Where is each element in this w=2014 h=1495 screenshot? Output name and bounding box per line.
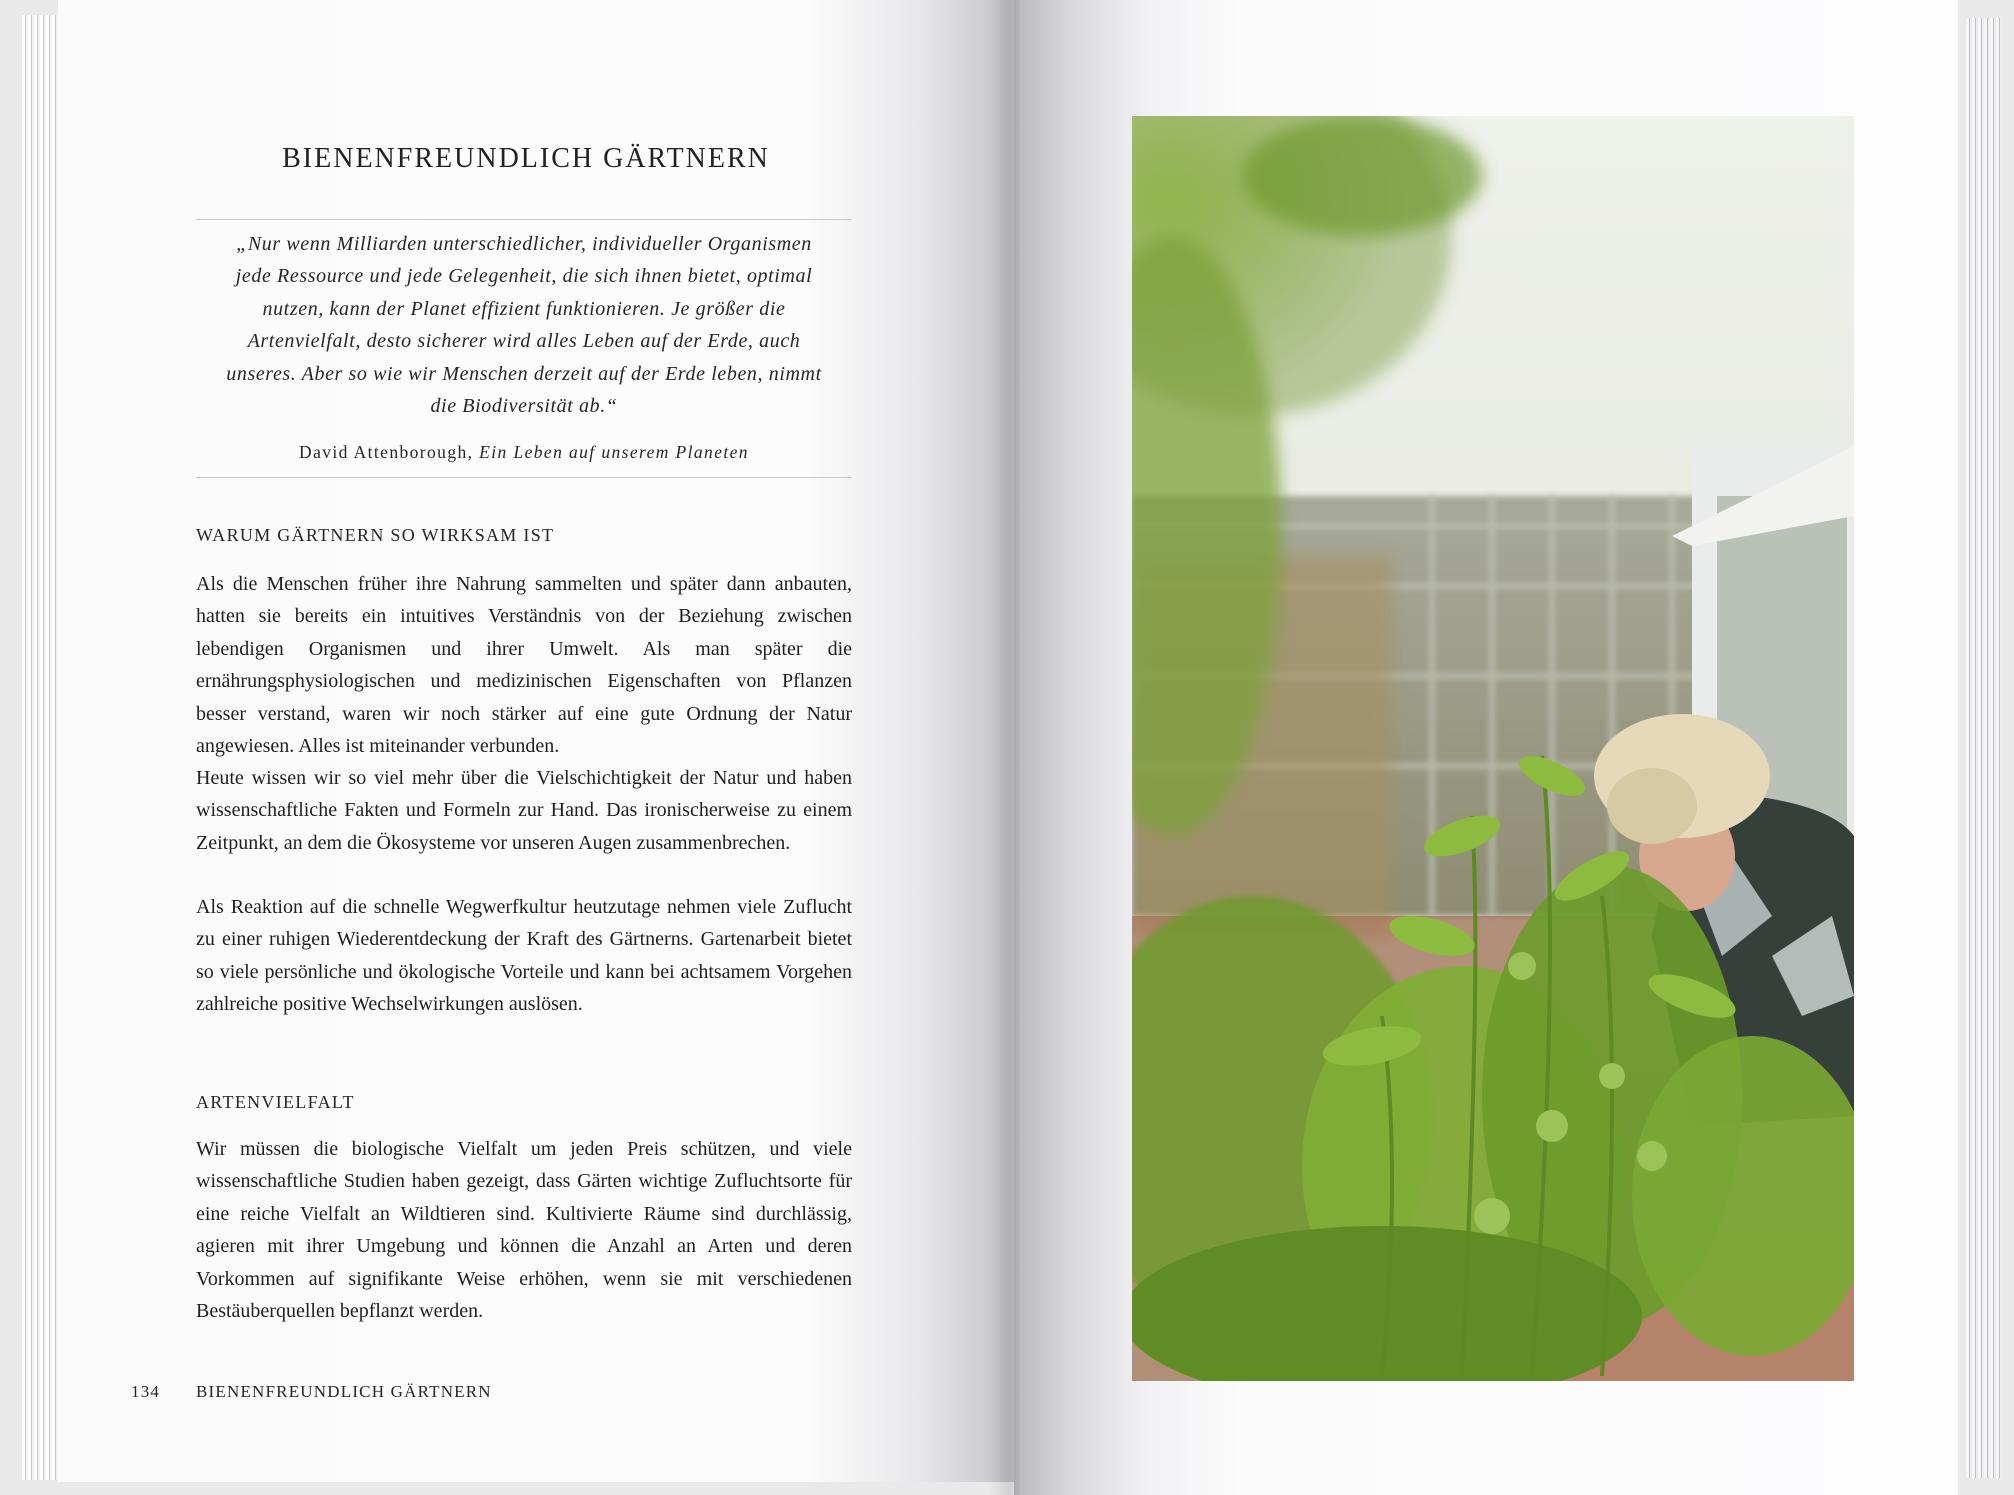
section-heading-why-gardening: WARUM GÄRTNERN SO WIRKSAM IST xyxy=(196,525,555,545)
quote-attribution xyxy=(196,442,852,463)
garden-photo xyxy=(1132,116,1854,1381)
page-number: 134 xyxy=(131,1382,161,1401)
epigraph-quote xyxy=(196,228,852,422)
attribution-book-title: Ein Leben auf unserem Planeten xyxy=(479,442,749,462)
left-page-edges xyxy=(22,15,62,1480)
quote-line: Artenvielfalt, desto sicherer wird alles Leben auf der Erde, auch xyxy=(247,330,801,353)
quote-top-rule xyxy=(196,219,852,220)
right-page-edges xyxy=(1966,18,2002,1478)
quote-bottom-rule xyxy=(196,477,852,478)
running-footer: BIENENFREUNDLICH GÄRTNERN xyxy=(196,1382,492,1401)
attribution-author: David Attenborough, xyxy=(299,442,474,462)
book-gutter xyxy=(990,0,1020,1495)
body-paragraph: Heute wissen wir so viel mehr über die Vielschichtigkeit der Natur und haben wissenschaftliche Fakten und Formeln zur Hand. Das ironischerweise zu einem Zeitpunkt, an dem die Ökosysteme vor unseren Augen zusammenbrechen. xyxy=(196,767,852,854)
garden-photo-icon xyxy=(1132,116,1854,1381)
chapter-title: BIENENFREUNDLICH GÄRTNERN xyxy=(282,143,770,174)
body-paragraph: Wir müssen die biologische Vielfalt um jeden Preis schützen, und viele wissenschaftliche Studien haben gezeigt, dass Gärten wichtige Zufluchtsorte für eine reiche Vielfalt an Wildtieren sind. Kultivierte Räume sind durchlässig, agieren mit ihrer Umgebung und können die Anzahl an Arten und deren Vorkommen auf signifikante Weise erhöhen, wenn sie mit verschiedenen Bestäuberquellen bepflanzt werden. xyxy=(196,1138,852,1323)
quote-line: nutzen, kann der Planet effizient funktionieren. Je größer die xyxy=(262,297,786,320)
quote-line: unseres. Aber so wie wir Menschen derzeit auf der Erde leben, nimmt xyxy=(226,362,822,385)
quote-line: die Biodiversität ab.“ xyxy=(430,395,618,418)
body-paragraph: Als die Menschen früher ihre Nahrung sammelten und später dann anbauten, hatten sie bereits ein intuitives Verständnis von der Beziehung zwischen lebendigen Organismen und ihrer Umwelt. Als man später die ernährungsphysiologischen und medizinischen Eigenschaften von Pflanzen besser verstand, waren wir noch stärker auf eine gute Ordnung der Natur angewiesen. Alles ist miteinander verbunden. xyxy=(196,573,852,758)
section-heading-biodiversity: ARTENVIELFALT xyxy=(196,1092,355,1112)
body-paragraph: Als Reaktion auf die schnelle Wegwerfkultur heutzutage nehmen viele Zuflucht zu einer ruhigen Wiederentdeckung der Kraft des Gärtnerns. Gartenarbeit bietet so viele persönliche und ökologische Vorteile und kann bei achtsamem Vorgehen zahlreiche positive Wechselwirkungen auslösen. xyxy=(196,896,852,1016)
quote-line: „Nur wenn Milliarden unterschiedlicher, individueller Organismen xyxy=(236,233,812,255)
quote-line: jede Ressource und jede Gelegenheit, die sich ihnen bietet, optimal xyxy=(235,265,813,288)
